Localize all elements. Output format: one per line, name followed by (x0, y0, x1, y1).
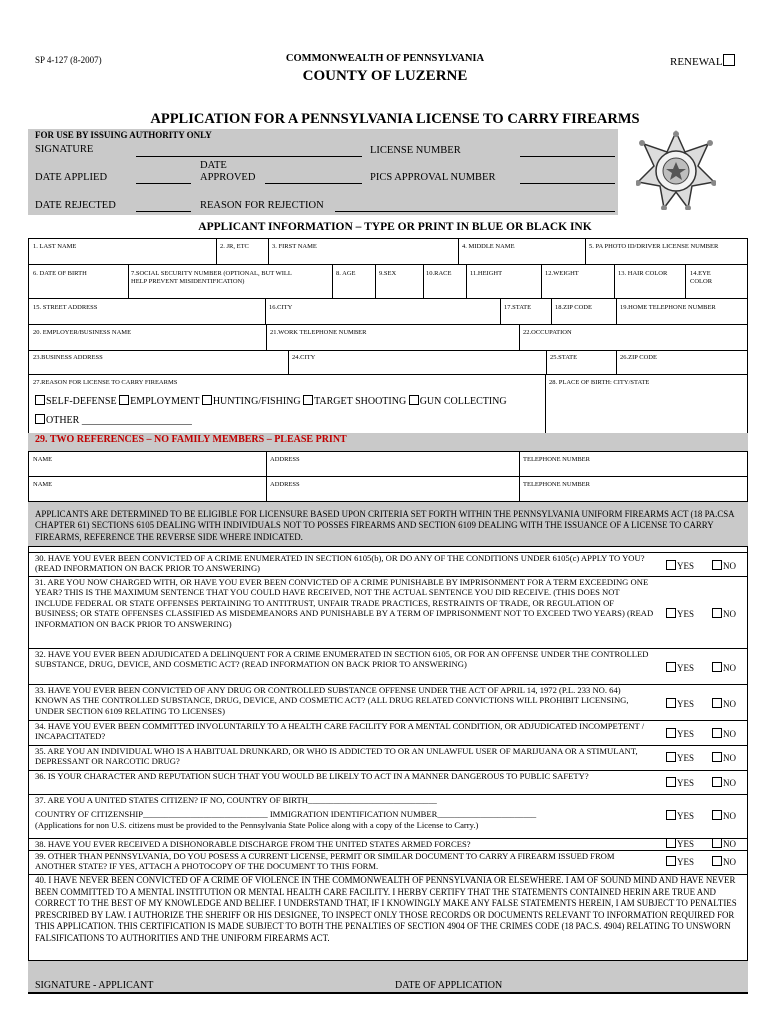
date-rejected-field[interactable] (136, 211, 191, 212)
checkbox-icon[interactable] (712, 608, 722, 618)
q36-yes[interactable]: YES (666, 777, 694, 788)
commonwealth: COMMONWEALTH OF PENNSYLVANIA (285, 53, 485, 64)
checkbox-icon[interactable] (712, 777, 722, 787)
field-place-of-birth[interactable]: 28. PLACE OF BIRTH: CITY/STATE (549, 379, 650, 386)
checkbox-icon[interactable] (666, 608, 676, 618)
notice-text: APPLICANTS ARE DETERMINED TO BE ELIGIBLE FOR LICENSURE BASED UPON CRITERIA SET FORTH WITHIN THE PENNSYLVANIA UNIFORM FIREARMS ACT (18 PA.CSA CHAPTER 61) SECTIONS 6105 DEALING WITH INDIVIDUALS NOT TO POSSES FIREARMS AND SECTION 6109 DEALING WITH THE ISSUANCE OF A LICENSE TO CARRY FIREARMS, REFERENCE THE REVERSE SIDE WHERE INDICATED. (35, 509, 735, 542)
renewal-checkbox[interactable] (723, 54, 735, 66)
field-business-city[interactable]: 24.CITY (292, 354, 316, 361)
field-city[interactable]: 16.CITY (269, 304, 293, 311)
q35-no[interactable]: NO (712, 752, 736, 763)
reason-options (35, 395, 507, 407)
checkbox-icon[interactable] (202, 395, 212, 405)
license-number-field[interactable] (520, 156, 615, 157)
pics-label: PICS APPROVAL NUMBER (370, 172, 496, 183)
checkbox-icon[interactable] (666, 838, 676, 848)
q30-no[interactable]: NO (712, 560, 736, 571)
q39-no[interactable]: NO (712, 856, 736, 867)
q31-yes[interactable]: YES (666, 608, 694, 619)
checkbox-icon[interactable] (409, 395, 419, 405)
field-business-zip[interactable]: 26.ZIP CODE (620, 354, 657, 361)
checkbox-icon[interactable] (666, 698, 676, 708)
field-state[interactable]: 17.STATE (504, 304, 532, 311)
q39-yes[interactable]: YES (666, 856, 694, 867)
ref2-name[interactable]: NAME (33, 481, 53, 488)
checkbox-icon[interactable] (712, 728, 722, 738)
field-last-name[interactable]: 1. LAST NAME (33, 243, 77, 250)
ref1-phone[interactable]: TELEPHONE NUMBER (523, 456, 590, 463)
question-31: 31. ARE YOU NOW CHARGED WITH, OR HAVE YOU EVER BEEN CONVICTED OF A CRIME PUNISHABLE BY IMPRISONMENT FOR A TERM EXCEEDING ONE YEAR? THIS IS THE MAXIMUM SENTENCE THAT YOU COULD HAVE RECEIVED, NOT THE ACTUAL SENTENCE YOU DID RECEIVE. (THIS DOES NOT INCLUDE FEDERAL OR STATE OFFENSES PERTAINING TO ANTITRUST, UNFAIR TRADE PRACTICES, RESTRAINTS OF TRADE, OR REGULATION OF BUSINESS; OR STATE OFFENSES CLASSIFIED AS MISDEMEANORS AND PUNISHABLE BY A TERM OF IMPRISONMENT NOT TO EXCEED TWO YEARS) (READ INFORMATION ON BACK PRIOR TO ANSWERING) (35, 577, 654, 629)
ref2-address[interactable]: ADDRESS (270, 481, 300, 488)
applicant-heading: APPLICANT INFORMATION – TYPE OR PRINT IN BLUE OR BLACK INK (198, 221, 592, 233)
ref2-phone[interactable]: TELEPHONE NUMBER (523, 481, 590, 488)
authority-signature-field[interactable] (136, 156, 362, 157)
field-dob[interactable]: 6. DATE OF BIRTH (33, 270, 87, 277)
reason-other[interactable]: OTHER ______________________ (35, 414, 192, 426)
ref1-name[interactable]: NAME (33, 456, 53, 463)
ref1-address[interactable]: ADDRESS (270, 456, 300, 463)
checkbox-icon[interactable] (119, 395, 129, 405)
question-40: 40. I HAVE NEVER BEEN CONVICTED OF A CRIME OF VIOLENCE IN THE COMMONWEALTH OF PENNSYLVANIA OR ELSEWHERE. I AM OF SOUND MIND AND HAVE NEVER BEEN COMMITTED TO A MENTAL INSTITUTION OR MENTAL HEALTH CARE FACILITY. I HERBY CERTIFY THAT THE STATEMENTS CONTAINED HERIN ARE TRUE AND CORRECT TO THE BEST OF MY KNOWLEDGE AND BELIEF. I UNDERSTAND THAT, IF I KNOWINGLY MAKE ANY FALSE STATEMENTS HEREIN, I AM SUBJECT TO PENALTIES PRESCRIBED BY LAW. I AUTHORIZE THE SHERIFF OR HIS DESIGNEE, TO INSPECT ONLY THOSE RECORDS OR DOCUMENTS RELEVANT TO INFORMATION REQUIRED FOR THIS APPLICATION. THIS CERTIFICATION IS MADE SUBJECT TO BOTH THE PENALTIES OF SECTION 4904 OF THE CRIMES CODE (18 PAC.S. 4904) RELATING TO UNSWORN FALSIFICATIONS TO AUTHORITIES AND THE UNIFORM FIREARMS ACT. (35, 875, 737, 943)
field-suffix[interactable]: 2. JR, ETC (220, 243, 249, 250)
date-rejected-label: DATE REJECTED (35, 200, 116, 211)
field-eye-color[interactable]: 14.EYE COLOR (690, 270, 713, 285)
field-weight[interactable]: 12.WEIGHT (545, 270, 579, 277)
checkbox-icon[interactable] (35, 414, 45, 424)
checkbox-icon[interactable] (712, 810, 722, 820)
authority-heading: FOR USE BY ISSUING AUTHORITY ONLY (35, 130, 212, 140)
question-32: 32. HAVE YOU EVER BEEN ADJUDICATED A DELINQUENT FOR A CRIME ENUMERATED IN SECTION 6105, OR FOR AN OFFENSE UNDER THE CONTROLLED SUBSTANCE, DRUG, DEVICE, AND COSMETIC ACT? (READ INFORMATION ON BACK PRIOR TO ANSWERING) (35, 649, 649, 670)
pics-field[interactable] (520, 183, 615, 184)
renewal-label: RENEWAL (670, 54, 736, 68)
q36-no[interactable]: NO (712, 777, 736, 788)
field-sex[interactable]: 9.SEX (379, 270, 397, 277)
field-street-address[interactable]: 15. STREET ADDRESS (33, 304, 98, 311)
question-35: 35. ARE YOU AN INDIVIDUAL WHO IS A HABITUAL DRUNKARD, OR WHO IS ADDICTED TO OR AN UNLAWFUL USER OF MARIJUANA OR A STIMULANT, DEPRESSANT OR NARCOTIC DRUG? (35, 746, 638, 767)
checkbox-icon[interactable] (712, 662, 722, 672)
reason-hunting[interactable]: HUNTING/FISHING (202, 396, 301, 407)
q35-yes[interactable]: YES (666, 752, 694, 763)
checkbox-icon[interactable] (712, 856, 722, 866)
q38-yes[interactable]: YES (666, 838, 694, 849)
question-36: 36. IS YOUR CHARACTER AND REPUTATION SUCH THAT YOU WOULD BE LIKELY TO ACT IN A MANNER DANGEROUS TO PUBLIC SAFETY? (35, 771, 589, 781)
checkbox-icon[interactable] (666, 662, 676, 672)
date-applied-label: DATE APPLIED (35, 172, 108, 183)
field-zip[interactable]: 18.ZIP CODE (555, 304, 592, 311)
field-hair-color[interactable]: 13. HAIR COLOR (618, 270, 668, 277)
reason-employment[interactable]: EMPLOYMENT (119, 396, 199, 407)
q38-no[interactable]: NO (712, 838, 736, 849)
q33-yes[interactable]: YES (666, 698, 694, 709)
field-age[interactable]: 8. AGE (336, 270, 356, 277)
field-work-phone[interactable]: 21.WORK TELEPHONE NUMBER (270, 329, 367, 336)
field-license-id[interactable]: 5. PA PHOTO ID/DRIVER LICENSE NUMBER (589, 243, 719, 250)
field-home-phone[interactable]: 19.HOME TELEPHONE NUMBER (620, 304, 716, 311)
checkbox-icon[interactable] (666, 752, 676, 762)
checkbox-icon[interactable] (712, 838, 722, 848)
q33-no[interactable]: NO (712, 698, 736, 709)
question-33: 33. HAVE YOU EVER BEEN CONVICTED OF ANY DRUG OR CONTROLLED SUBSTANCE OFFENSE UNDER THE ACT OF APRIL 14, 1972 (P.L. 233 NO. 64) KNOWN AS THE CONTROLLED SUBSTANCE, DRUG, DEVICE, AND COSMETIC ACT? (ALL DRUG RELATED CONVICTIONS WILL PROHIBIT LICENSING, UNDER SECTION 6109 RELATING TO LICENSES) (35, 685, 629, 716)
q37-no[interactable]: NO (712, 810, 736, 821)
signature-label: SIGNATURE (35, 144, 94, 155)
question-38: 38. HAVE YOU EVER RECEIVED A DISHONORABLE DISCHARGE FROM THE UNITED STATES ARMED FORCES? (35, 839, 471, 849)
field-reason-heading: 27.REASON FOR LICENSE TO CARRY FIREARMS (33, 379, 178, 386)
date-approved-field[interactable] (265, 183, 362, 184)
checkbox-icon[interactable] (666, 728, 676, 738)
date-approved-label: DATE APPROVED (200, 160, 256, 183)
form-code: SP 4-127 (8-2007) (35, 55, 102, 65)
field-business-address[interactable]: 23.BUSINESS ADDRESS (33, 354, 103, 361)
reason-rejection-label: REASON FOR REJECTION (200, 200, 324, 211)
checkbox-icon[interactable] (666, 856, 676, 866)
page-title: APPLICATION FOR A PENNSYLVANIA LICENSE TO CARRY FIREARMS (150, 111, 640, 127)
reason-rejection-field[interactable] (335, 211, 615, 212)
checkbox-icon[interactable] (712, 752, 722, 762)
license-number-label: LICENSE NUMBER (370, 145, 461, 156)
field-ssn[interactable]: 7.SOCIAL SECURITY NUMBER (OPTIONAL, BUT WILL HELP PREVENT MISIDENTIFICATION) (131, 270, 292, 285)
applicant-signature-label: SIGNATURE - APPLICANT (35, 980, 154, 991)
reason-target[interactable]: TARGET SHOOTING (303, 396, 406, 407)
application-date-label: DATE OF APPLICATION (395, 980, 503, 991)
checkbox-icon[interactable] (666, 810, 676, 820)
q31-no[interactable]: NO (712, 608, 736, 619)
q32-yes[interactable]: YES (666, 662, 694, 673)
county-title: COUNTY OF LUZERNE (302, 68, 468, 84)
field-business-state[interactable]: 25.STATE (550, 354, 578, 361)
reason-self-defense[interactable]: SELF-DEFENSE (35, 396, 117, 407)
sheriff-badge-icon (636, 130, 716, 210)
checkbox-icon[interactable] (303, 395, 313, 405)
question-30: 30. HAVE YOU EVER BEEN CONVICTED OF A CRIME ENUMERATED IN SECTION 6105(b), OR DO ANY OF THE CONDITIONS UNDER 6105(c) APPLY TO YOU? (READ INFORMATION ON BACK PRIOR TO ANSWERING) (35, 553, 645, 574)
reason-collecting[interactable]: GUN COLLECTING (409, 396, 507, 407)
field-first-name[interactable]: 3. FIRST NAME (272, 243, 317, 250)
field-middle-name[interactable]: 4. MIDDLE NAME (462, 243, 515, 250)
q34-yes[interactable]: YES (666, 728, 694, 739)
references-heading: 29. TWO REFERENCES – NO FAMILY MEMBERS – PLEASE PRINT (35, 434, 347, 445)
field-employer[interactable]: 20. EMPLOYER/BUSINESS NAME (33, 329, 132, 336)
question-39: 39. OTHER THAN PENNSYLVANIA, DO YOU POSESS A CURRENT LICENSE, PERMIT OR SIMILAR DOCUMENT TO CARRY A FIREARM ISSUED FROM ANOTHER STATE? IF YES, ATTACH A PHOTOCOPY OF THE DOCUMENT TO THIS FORM. (35, 851, 615, 872)
q37-yes[interactable]: YES (666, 810, 694, 821)
checkbox-icon[interactable] (712, 698, 722, 708)
question-37: 37. ARE YOU A UNITED STATES CITIZEN? IF NO, COUNTRY OF BIRTH______________________________ COUNTRY OF CITIZENSHIP_____________________________ IMMIGRATION IDENTIFICATION NUMBER_______________________ (Applications for non U.S. citizens must be provided to the Pennsylvania State Police along with a copy of the License to Carry.) (35, 795, 537, 830)
question-34: 34. HAVE YOU EVER BEEN COMMITTED INVOLUNTARILY TO A HEALTH CARE FACILITY FOR A MENTAL CONDITION, OR ADJUDICATED INCOMPETENT / INCAPACITATED? (35, 721, 645, 742)
q30-yes[interactable]: YES (666, 560, 694, 571)
checkbox-icon[interactable] (666, 777, 676, 787)
field-race[interactable]: 10.RACE (426, 270, 452, 277)
field-occupation[interactable]: 22.OCCUPATION (523, 329, 572, 336)
checkbox-icon[interactable] (666, 560, 676, 570)
q32-no[interactable]: NO (712, 662, 736, 673)
date-applied-field[interactable] (136, 183, 191, 184)
checkbox-icon[interactable] (35, 395, 45, 405)
checkbox-icon[interactable] (712, 560, 722, 570)
q34-no[interactable]: NO (712, 728, 736, 739)
field-height[interactable]: 11.HEIGHT (470, 270, 503, 277)
